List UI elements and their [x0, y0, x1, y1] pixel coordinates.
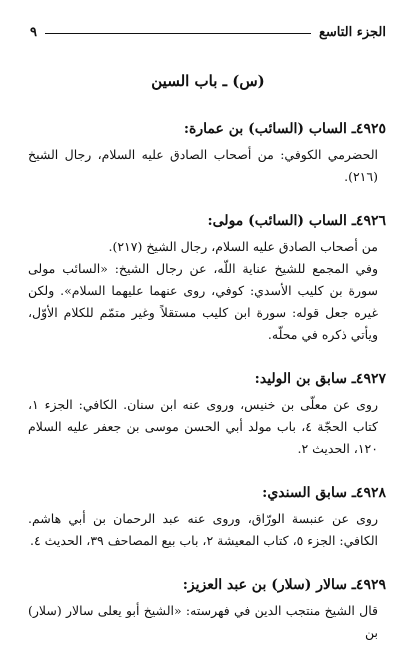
chapter-heading: (س) ـ باب السين	[151, 72, 265, 90]
header-rule	[45, 33, 311, 34]
entry-body	[28, 236, 386, 346]
running-header	[30, 22, 386, 42]
entry-paragraph: روى عن معلّى بن خنيس، وروى عنه ابن سنان. الكافي: الجزء ١، كتاب الحجّة ٤، باب مولد أبي الحسن موسى بن جعفر عليه السلام ١٢٠، الحديث ٢.	[28, 397, 378, 456]
entry-body	[28, 600, 386, 644]
running-title: الجزء التاسع	[318, 24, 386, 40]
page-number: ٩	[30, 24, 37, 40]
entry-title: ٤٩٢٧ـ سابق بن الوليد:	[254, 371, 386, 387]
entry-title: ٤٩٢٥ـ الساب (السائب) بن عمارة:	[183, 121, 386, 137]
entry	[28, 574, 386, 644]
entry-paragraph: قال الشيخ منتجب الدين في فهرسته: «الشيخ أبو يعلى سالار (سلار) بن	[28, 603, 378, 640]
entry-paragraph: من أصحاب الصادق عليه السلام، رجال الشيخ (٢١٧).	[108, 239, 378, 254]
entry-body	[28, 508, 386, 552]
entries-list	[28, 118, 386, 666]
entry	[28, 118, 386, 188]
entry-paragraph: الحضرمي الكوفي: من أصحاب الصادق عليه السلام، رجال الشيخ (٢١٦).	[28, 147, 378, 184]
entry	[28, 482, 386, 552]
entry-paragraph: وفي المجمع للشيخ عناية اللّه، عن رجال الشيخ: «السائب مولى سورة بن كليب الأسدي: كوفي، روى عنهما عليهما السلام». ولكن غيره جعل قوله: سورة ابن كليب مستقلاً وغير متمّم للكلام الأوّل، ويأتي ذكره في محلّه.	[28, 261, 378, 342]
entry-title: ٤٩٢٦ـ الساب (السائب) مولى:	[207, 213, 386, 229]
entry-body	[28, 394, 386, 460]
entry-title: ٤٩٢٨ـ سابق السندي:	[262, 485, 386, 501]
entry-title: ٤٩٢٩ـ سالار (سلار) بن عبد العزيز:	[182, 577, 386, 593]
entry	[28, 368, 386, 460]
entry-body	[28, 144, 386, 188]
entry	[28, 210, 386, 346]
entry-paragraph: روى عن عنبسة الورّاق، وروى عنه عبد الرحمان بن أبي هاشم. الكافي: الجزء ٥، كتاب المعيشة ٢، باب بيع المصاحف ٣٩، الحديث ٤.	[28, 511, 378, 548]
